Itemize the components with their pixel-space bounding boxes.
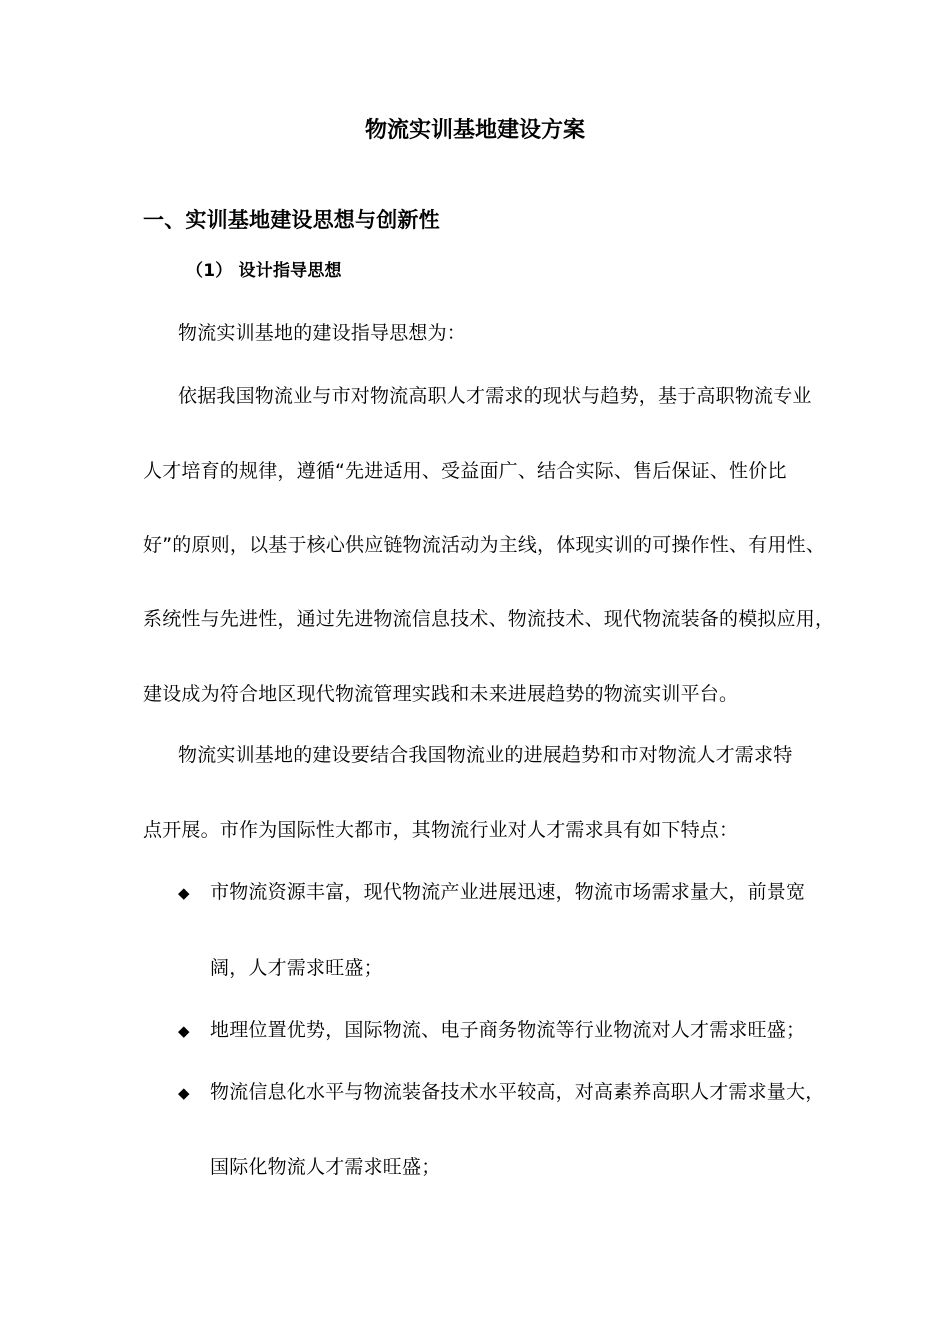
subsection-heading: （1） 设计指导思想 — [186, 261, 342, 281]
section-heading: 一、实训基地建设思想与创新性 — [143, 208, 440, 232]
bullet-item-line: 地理位置优势，国际物流、电子商务物流等行业物流对人才需求旺盛； — [210, 1019, 806, 1041]
bullet-item-line: 国际化物流人才需求旺盛； — [210, 1156, 441, 1178]
paragraph-line: 依据我国物流业与市对物流高职人才需求的现状与趋势，基于高职物流专业 — [178, 385, 812, 407]
bullet-diamond-icon: ◆ — [178, 1022, 190, 1040]
bullet-item-line: 物流信息化水平与物流装备技术水平较高，对高素养高职人才需求量大， — [210, 1081, 825, 1103]
paragraph-line: 系统性与先进性，通过先进物流信息技术、物流技术、现代物流装备的模拟应用， — [143, 608, 835, 630]
bullet-item-line: 市物流资源丰富，现代物流产业进展迅速，物流市场需求量大，前景宽 — [210, 881, 806, 903]
paragraph-line: 建设成为符合地区现代物流管理实践和未来进展趋势的物流实训平台。 — [143, 683, 739, 705]
bullet-diamond-icon: ◆ — [178, 884, 190, 902]
paragraph-line: 物流实训基地的建设要结合我国物流业的进展趋势和市对物流人才需求特 — [178, 744, 793, 766]
document-title: 物流实训基地建设方案 — [364, 118, 585, 143]
paragraph-line: 好”的原则，以基于核心供应链物流活动为主线，体现实训的可操作性、有用性、 — [143, 534, 826, 556]
bullet-item-line: 阔，人才需求旺盛； — [210, 957, 383, 979]
paragraph-line: 人才培育的规律，遵循“先进适用、受益面广、结合实际、售后保证、性价比 — [143, 460, 787, 482]
bullet-diamond-icon: ◆ — [178, 1084, 190, 1102]
paragraph-line: 点开展。市作为国际性大都市，其物流行业对人才需求具有如下特点： — [143, 819, 739, 841]
paragraph-line: 物流实训基地的建设指导思想为： — [178, 322, 467, 344]
